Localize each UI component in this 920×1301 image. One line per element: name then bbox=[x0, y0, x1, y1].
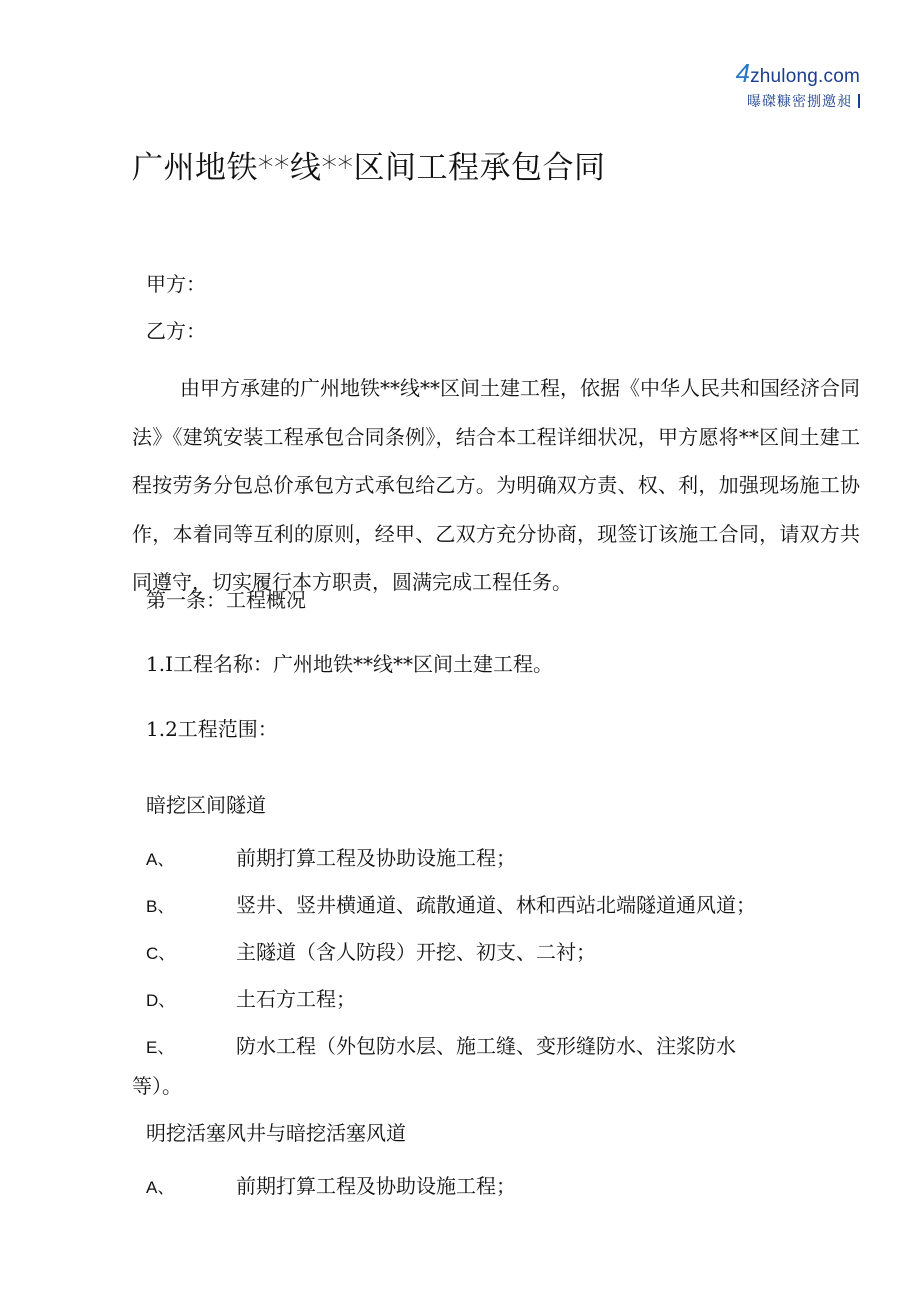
clause-1-2: 1.2工程范围： bbox=[146, 717, 278, 741]
list-item-letter: E、 bbox=[146, 1038, 175, 1057]
watermark-logo-number: 4 bbox=[735, 58, 751, 88]
zhulong-watermark bbox=[736, 58, 860, 111]
list-item-letter: C、 bbox=[146, 944, 176, 963]
list-item-text: 前期打算工程及协助设施工程； bbox=[236, 846, 516, 870]
list-item-text: 竖井、竖井横通道、疏散通道、林和西站北端隧道通风道； bbox=[236, 893, 756, 917]
watermark-subtitle-text: 曝磔糠密捌邀昶 bbox=[747, 94, 852, 110]
document-title: 广州地铁**线**区间工程承包合同 bbox=[132, 150, 606, 186]
list-item-text: 防水工程（外包防水层、施工缝、变形缝防水、注浆防水 bbox=[236, 1034, 736, 1058]
party-a-label: 甲方： bbox=[146, 272, 206, 296]
watermark-bar bbox=[858, 94, 860, 108]
section-1-title: 暗挖区间隧道 bbox=[146, 793, 266, 817]
watermark-logo-text: zhulong.com bbox=[750, 66, 860, 87]
intro-paragraph: 由甲方承建的广州地铁**线**区间土建工程，依据《中华人民共和国经济合同法》《建筑安装工程承包合同条例》，结合本工程详细状况，甲方愿将**区间土建工程按劳务分包总价承包方式承包给乙方。为明确双方责、权、利，加强现场施工协作，本着同等互利的原则，经甲、乙双方充分协商，现签订该施工合同，请双方共同遵守，切实履行本方职责，圆满完成工程任务。 bbox=[132, 376, 860, 594]
list-item-letter: D、 bbox=[146, 991, 176, 1010]
section-2-title: 明挖活塞风井与暗挖活塞风道 bbox=[146, 1121, 406, 1145]
party-b-label: 乙方： bbox=[146, 319, 206, 343]
watermark-subtitle bbox=[736, 91, 860, 111]
list-item-text: 主隧道（含人防段）开挖、初支、二衬； bbox=[236, 940, 596, 964]
list-item-letter: A、 bbox=[146, 850, 175, 869]
watermark-logo bbox=[736, 58, 860, 89]
article-1-heading: 第一条：工程概况 bbox=[146, 588, 306, 612]
list-item-letter: B、 bbox=[146, 897, 175, 916]
clause-1-1: 1.I工程名称：广州地铁**线**区间土建工程。 bbox=[146, 652, 553, 676]
list-item-text: 土石方工程； bbox=[236, 987, 356, 1011]
list-item-continuation: 等）。 bbox=[132, 1074, 182, 1098]
list-item-text: 前期打算工程及协助设施工程； bbox=[236, 1174, 516, 1198]
list-item-letter: A、 bbox=[146, 1178, 175, 1197]
